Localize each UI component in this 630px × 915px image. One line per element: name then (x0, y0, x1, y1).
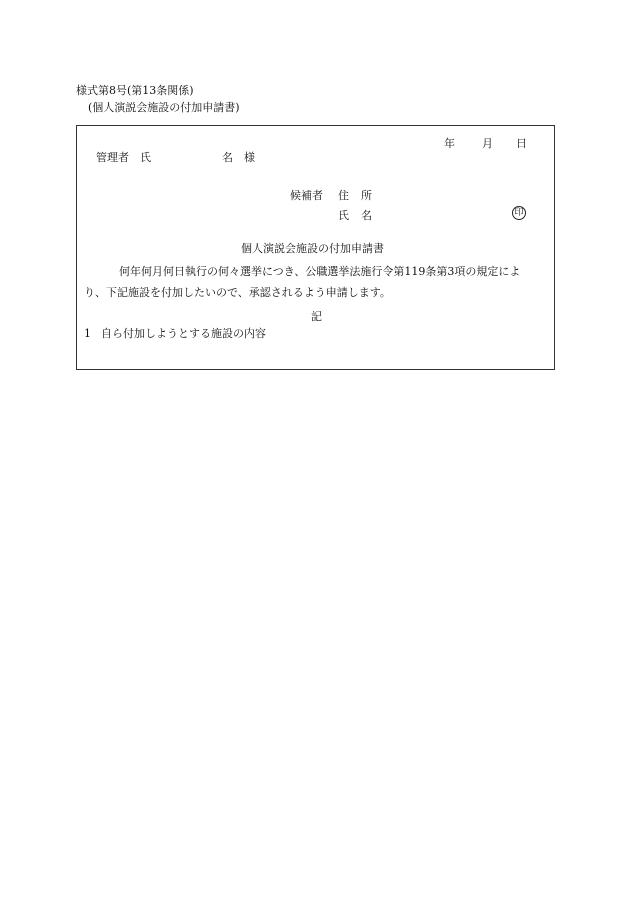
seal-icon: 印 (512, 206, 526, 220)
applicant-name-label-1: 氏 (338, 209, 349, 222)
addressee-honorific: 様 (244, 151, 255, 164)
date-month-label: 月 (482, 137, 493, 150)
applicant-name-label-2: 名 (361, 209, 372, 222)
form-number: 様式第8号(第13条関係) (76, 84, 194, 97)
addressee-name-label-1: 氏 (140, 151, 151, 164)
ki-heading: 記 (311, 310, 322, 323)
addressee-name-label-2: 名 (222, 151, 233, 164)
date-year-label: 年 (444, 137, 455, 150)
body-text-line-2: り、下記施設を付加したいので、承認されるよう申請します。 (84, 286, 391, 299)
applicant-label: 候補者 (290, 189, 323, 202)
list-item: 自ら付加しようとする施設の内容 (101, 327, 266, 340)
list-item-number: 1 (84, 327, 91, 340)
body-text-line-1: 何年何月何日執行の何々選挙につき、公職選挙法施行令第119条第3項の規定によ (119, 265, 521, 278)
form-subtitle: (個人演説会施設の付加申請書) (88, 101, 240, 114)
date-day-label: 日 (516, 137, 527, 150)
document-title: 個人演説会施設の付加申請書 (241, 242, 384, 255)
applicant-address-label-1: 住 (338, 189, 349, 202)
applicant-address-label-2: 所 (361, 189, 372, 202)
addressee-label: 管理者 (96, 151, 129, 164)
